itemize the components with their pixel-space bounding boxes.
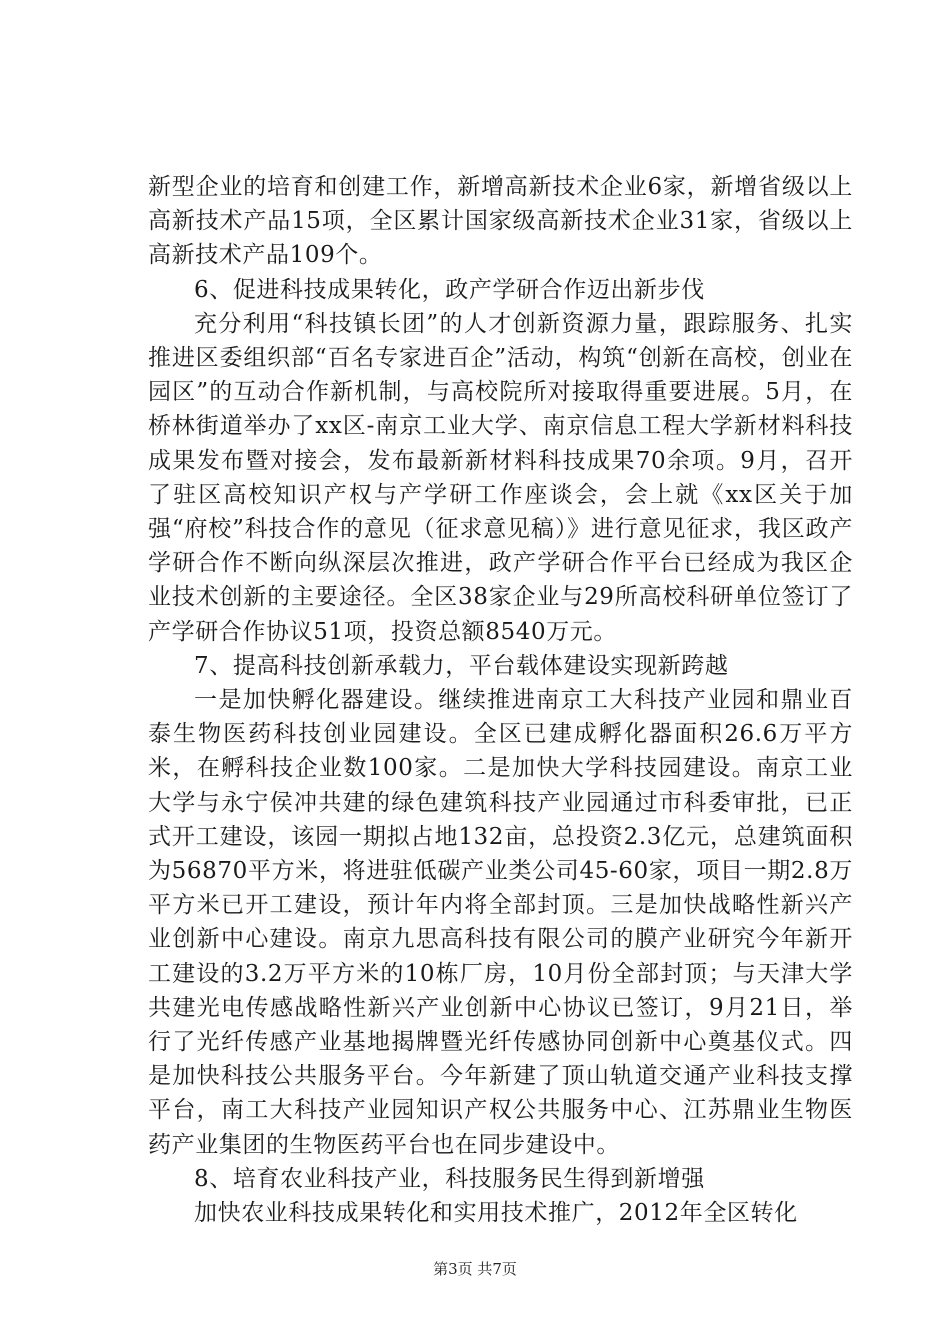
paragraph-section-8: 加快农业科技成果转化和实用技术推广，2012年全区转化 [194, 1200, 798, 1227]
section-heading-8: 8、培育农业科技产业，科技服务民生得到新增强 [194, 1165, 705, 1192]
document-body [148, 170, 853, 1230]
section-heading-6: 6、促进科技成果转化，政产学研合作迈出新步伐 [194, 276, 705, 303]
paragraph-section-7: 一是加快孵化器建设。继续推进南京工大科技产业园和鼎业百泰生物医药科技创业园建设。全区已建成孵化器面积26.6万平方米，在孵科技企业数100家。二是加快大学科技园建设。南京工业大学与永宁侯冲共建的绿色建筑科技产业园通过市科委审批，已正式开工建设，该园一期拟占地132亩，总投资2.3亿元，总建筑面积为56870平方米，将进驻低碳产业类公司45-60家，项目一期2.8万平方米已开工建设，预计年内将全部封顶。三是加快战略性新兴产业创新中心建设。南京九思高科技有限公司的膜产业研究今年新开工建设的3.2万平方米的10栋厂房，10月份全部封顶；与天津大学共建光电传感战略性新兴产业创新中心协议已签订，9月21日，举行了光纤传感产业基地揭牌暨光纤传感协同创新中心奠基仪式。四是加快科技公共服务平台。今年新建了顶山轨道交通产业科技支撑平台，南工大科技产业园知识产权公共服务中心、江苏鼎业生物医药产业集团的生物医药平台也在同步建设中。 [148, 687, 853, 1158]
page-footer [0, 1259, 950, 1279]
paragraph-section-6: 充分利用“科技镇长团”的人才创新资源力量，跟踪服务、扎实推进区委组织部“百名专家进百企”活动，构筑“创新在高校，创业在园区”的互动合作新机制，与高校院所对接取得重要进展。5月，在桥林街道举办了xx区-南京工业大学、南京信息工程大学新材料科技成果发布暨对接会，发布最新新材料科技成果70余项。9月，召开了驻区高校知识产权与产学研工作座谈会，会上就《xx区关于加强“府校”科技合作的意见（征求意见稿）》进行意见征求，我区政产学研合作不断向纵深层次推进，政产学研合作平台已经成为我区企业技术创新的主要途径。全区38家企业与29所高校科研单位签订了产学研合作协议51项，投资总额8540万元。 [148, 310, 853, 645]
paragraph-continuation: 新型企业的培育和创建工作，新增高新技术企业6家，新增省级以上高新技术产品15项，全区累计国家级高新技术企业31家，省级以上高新技术产品109个。 [148, 174, 853, 269]
section-heading-7: 7、提高科技创新承载力，平台载体建设实现新跨越 [194, 652, 729, 679]
page-number-label: 第3页 共7页 [433, 1260, 517, 1278]
